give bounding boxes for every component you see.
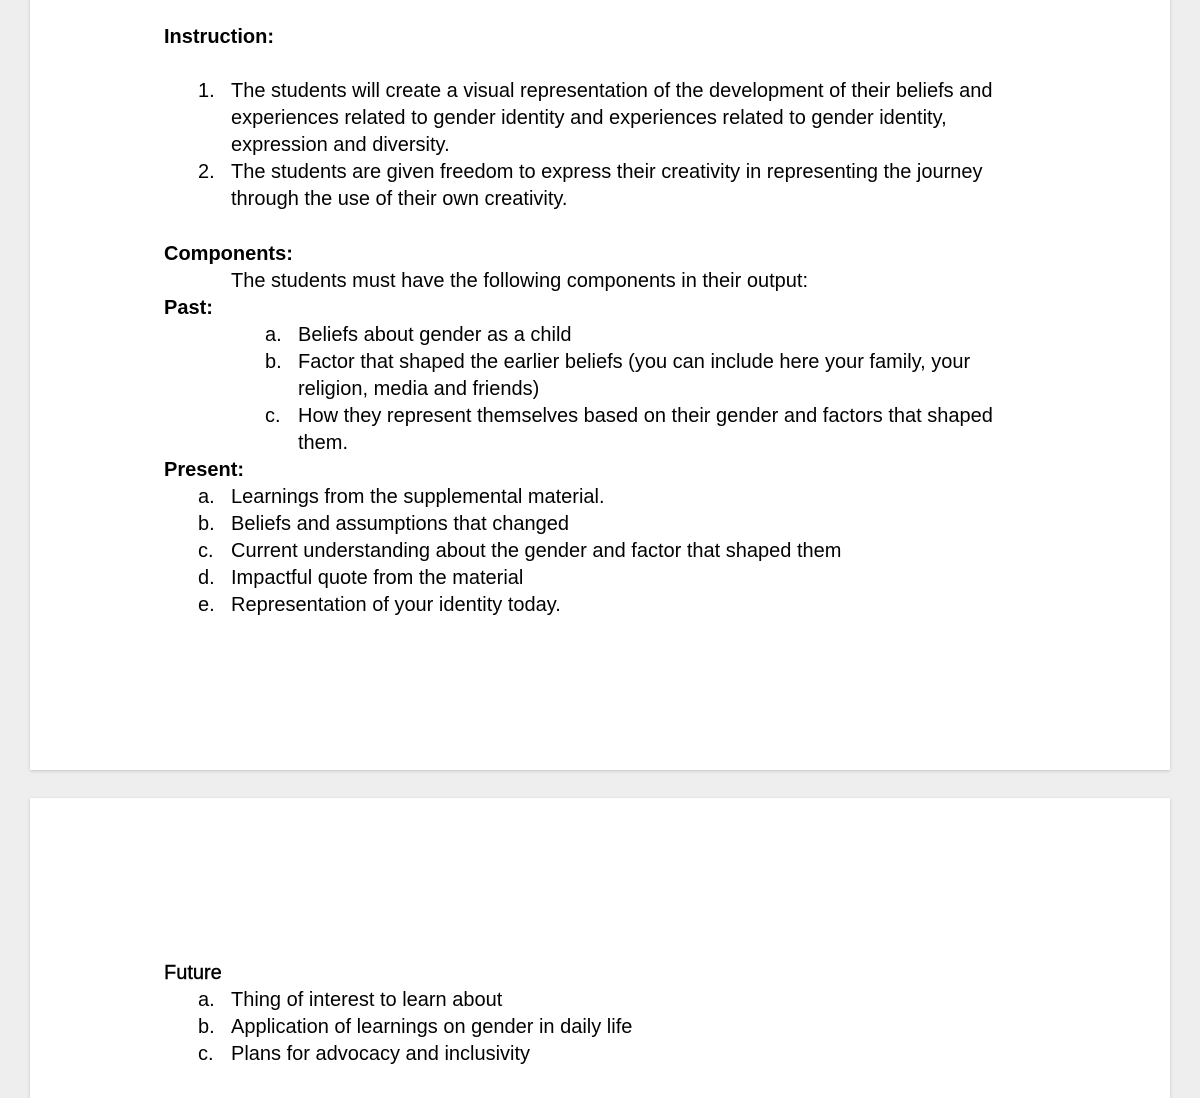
instruction-1-line-2: experiences related to gender identity and experiences related to gender identity,	[231, 107, 947, 129]
past-item-a-marker: a.	[265, 324, 282, 346]
future-item-b-marker: b.	[198, 1016, 215, 1038]
future-item-a-text: Thing of interest to learn about	[231, 989, 503, 1011]
instruction-1-line-1: The students will create a visual representation of the development of their beliefs and	[231, 80, 993, 102]
present-item-c-marker: c.	[198, 540, 214, 562]
past-item-b-line-1: Factor that shaped the earlier beliefs (you can include here your family, your	[298, 351, 971, 373]
past-item-c-line-2: them.	[298, 432, 349, 454]
future-item-b-text: Application of learnings on gender in daily life	[231, 1016, 633, 1038]
past-item-b-line-2: religion, media and friends)	[298, 378, 540, 400]
instruction-1-line-3: expression and diversity.	[231, 134, 450, 156]
present-heading: Present:	[164, 459, 245, 481]
components-heading: Components:	[164, 243, 293, 265]
present-item-e-marker: e.	[198, 594, 215, 616]
future-item-c-marker: c.	[198, 1043, 214, 1065]
future-item-a-marker: a.	[198, 989, 215, 1011]
past-heading: Past:	[164, 297, 213, 319]
future-item-c-text: Plans for advocacy and inclusivity	[231, 1043, 531, 1065]
past-item-c-line-1: How they represent themselves based on their gender and factors that shaped	[298, 405, 993, 427]
instruction-1-marker: 1.	[198, 80, 215, 102]
past-item-c-marker: c.	[265, 405, 281, 427]
present-item-b-text: Beliefs and assumptions that changed	[231, 513, 569, 535]
future-heading: Future	[164, 962, 222, 984]
document-page-2	[30, 798, 1170, 1098]
instruction-2-line-2: through the use of their own creativity.	[231, 188, 568, 210]
past-item-b-marker: b.	[265, 351, 282, 373]
present-item-b-marker: b.	[198, 513, 215, 535]
present-item-d-marker: d.	[198, 567, 215, 589]
instruction-2-line-1: The students are given freedom to express their creativity in representing the journey	[231, 161, 983, 183]
components-intro: The students must have the following components in their output:	[231, 270, 809, 292]
present-item-c-text: Current understanding about the gender and factor that shaped them	[231, 540, 842, 562]
present-item-a-text: Learnings from the supplemental material.	[231, 486, 605, 508]
instruction-heading: Instruction:	[164, 26, 274, 48]
present-item-a-marker: a.	[198, 486, 215, 508]
present-item-d-text: Impactful quote from the material	[231, 567, 524, 589]
present-item-e-text: Representation of your identity today.	[231, 594, 561, 616]
past-item-a-text: Beliefs about gender as a child	[298, 324, 572, 346]
document-page-1	[30, 0, 1170, 770]
instruction-2-marker: 2.	[198, 161, 215, 183]
